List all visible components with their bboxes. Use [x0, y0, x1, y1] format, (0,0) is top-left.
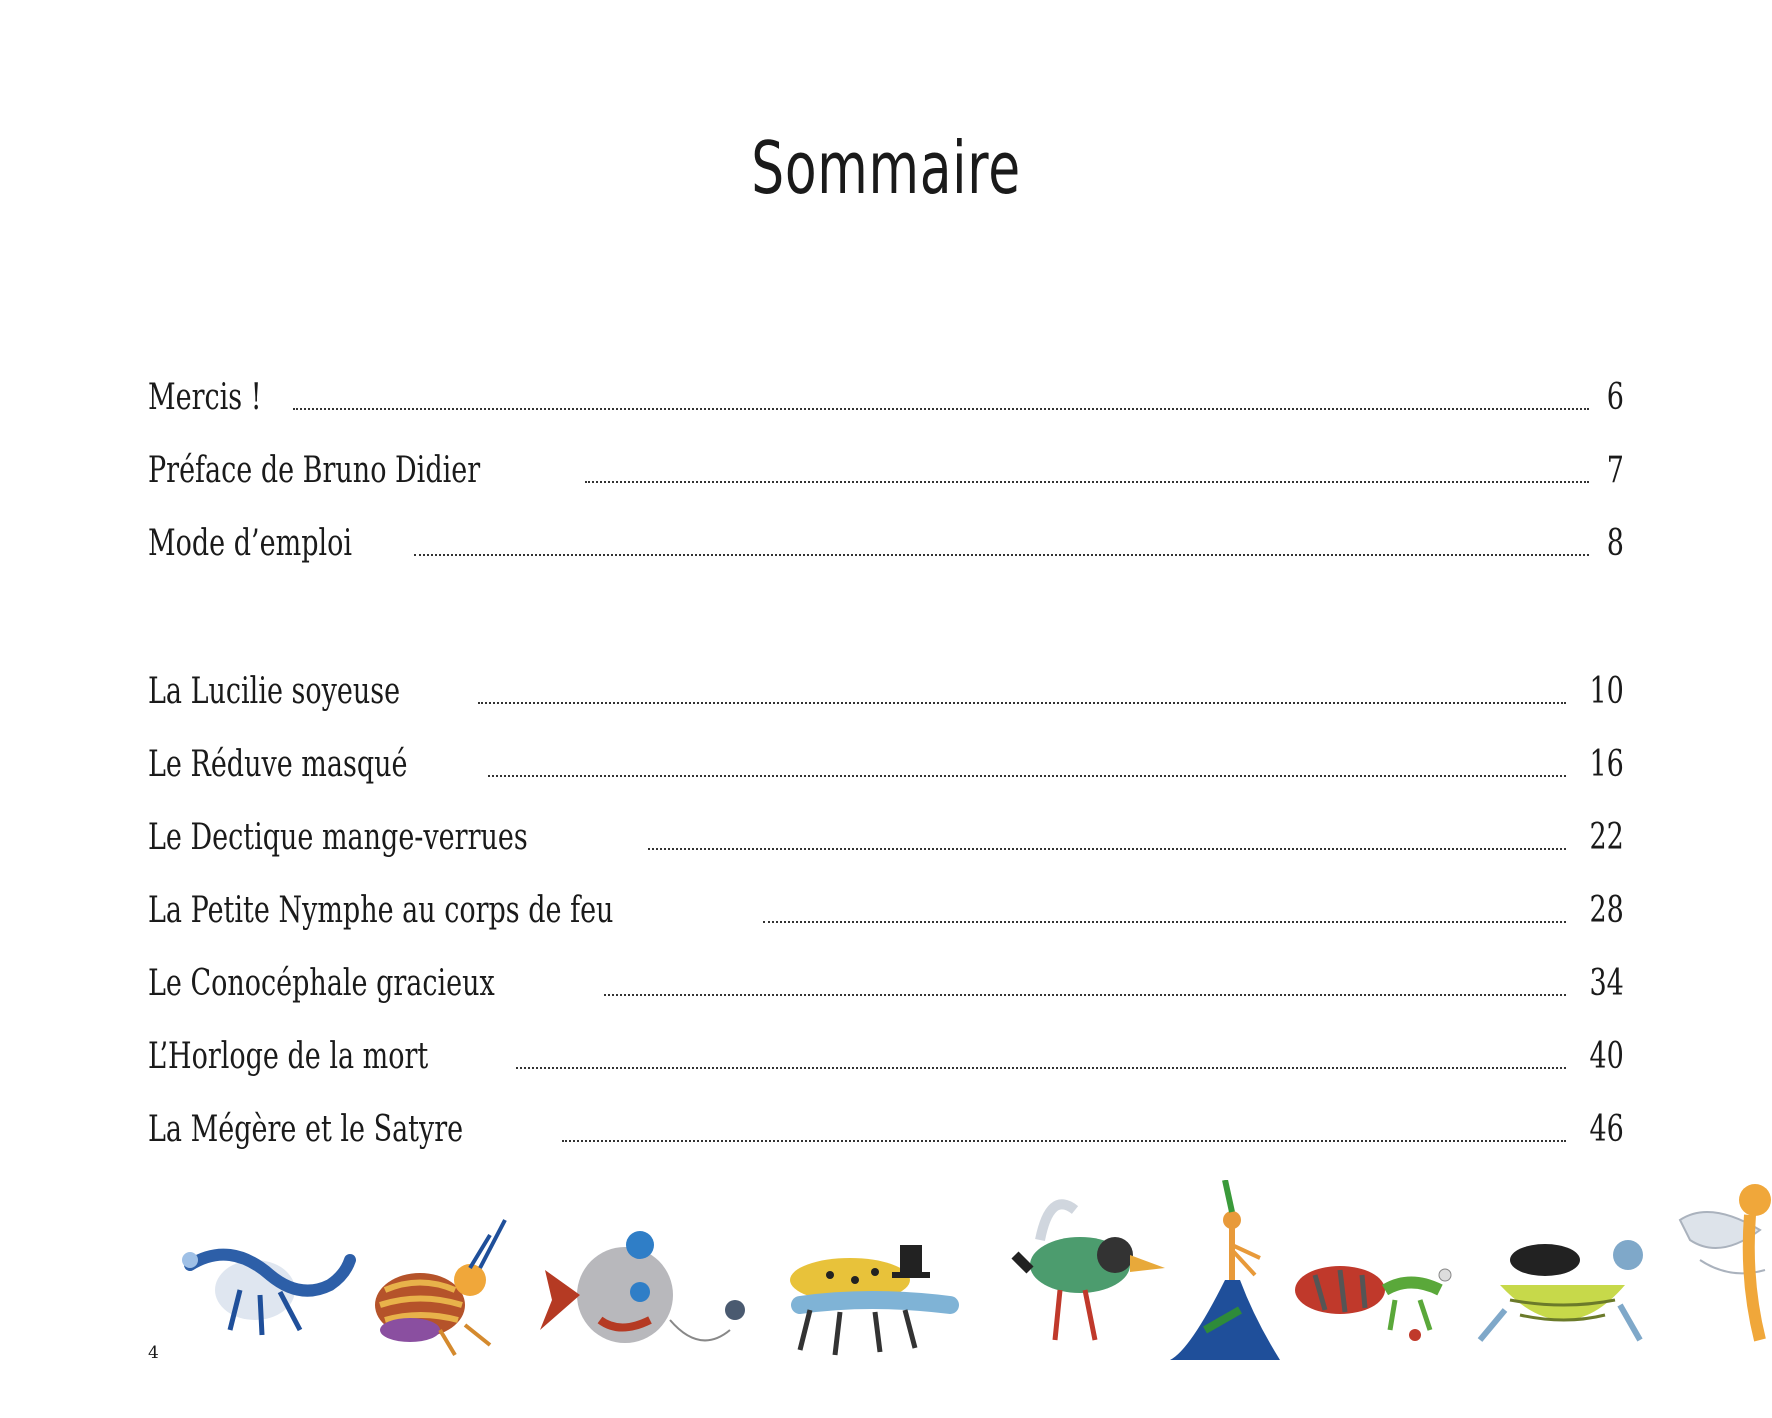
toc-entry[interactable] — [148, 786, 1624, 859]
toc-entry-page: 28 — [1589, 889, 1624, 931]
toc-entry-title: Le Conocéphale gracieux — [148, 962, 495, 1004]
toc-entry-title: Le Dectique mange-verrues — [148, 816, 528, 858]
toc-entry-page: 16 — [1589, 743, 1624, 785]
toc-entry[interactable] — [148, 1078, 1624, 1151]
blue-dragonfly-creature-illustration — [182, 1252, 350, 1335]
toc-chapters — [148, 640, 1624, 1151]
dot-leader — [293, 408, 1589, 410]
toc-entry-page: 7 — [1606, 449, 1624, 491]
toc-entry-page: 6 — [1606, 376, 1624, 418]
insect-illustration-strip — [0, 1180, 1772, 1380]
toc-entry-title: La Lucilie soyeuse — [148, 670, 401, 712]
spotted-beetle-with-hat-illustration — [790, 1245, 950, 1355]
page-title: Sommaire — [751, 126, 1021, 210]
mantis-in-gown-illustration — [1170, 1180, 1280, 1360]
dot-leader — [763, 921, 1567, 923]
dot-leader — [585, 481, 1589, 483]
dot-leader — [516, 1067, 1567, 1069]
toc-entry-title: Le Réduve masqué — [148, 743, 408, 785]
dot-leader — [488, 775, 1566, 777]
winged-orange-creature-illustration — [1680, 1184, 1771, 1340]
toc-entry-title: Mode d’emploi — [148, 522, 353, 564]
toc-entry[interactable] — [148, 859, 1624, 932]
pot-bellied-bug-creature-illustration — [1480, 1240, 1643, 1340]
furry-fish-creature-illustration — [540, 1231, 745, 1343]
toc-entry[interactable] — [148, 492, 1624, 565]
red-striped-bug-creature-illustration — [1295, 1266, 1451, 1341]
dot-leader — [604, 994, 1566, 996]
toc-entry-page: 46 — [1589, 1108, 1624, 1150]
page-number: 4 — [148, 1343, 159, 1363]
toc-entry[interactable] — [148, 346, 1624, 419]
crow-fly-creature-illustration — [1015, 1204, 1165, 1340]
toc-entry-title: L’Horloge de la mort — [148, 1035, 429, 1077]
toc-entry-title: La Petite Nymphe au corps de feu — [148, 889, 614, 931]
toc-entry[interactable] — [148, 419, 1624, 492]
toc-entry-page: 34 — [1589, 962, 1624, 1004]
toc-entry-title: Préface de Bruno Didier — [148, 449, 481, 491]
striped-beetle-creature-illustration — [375, 1220, 505, 1355]
toc-entry[interactable] — [148, 1005, 1624, 1078]
toc-entry[interactable] — [148, 713, 1624, 786]
toc-entry[interactable] — [148, 640, 1624, 713]
toc-entry-title: La Mégère et le Satyre — [148, 1108, 464, 1150]
toc-entry[interactable] — [148, 932, 1624, 1005]
dot-leader — [478, 702, 1566, 704]
toc-entry-page: 40 — [1589, 1035, 1624, 1077]
toc-front-matter — [148, 346, 1624, 565]
toc-entry-page: 22 — [1589, 816, 1624, 858]
toc-entry-page: 8 — [1606, 522, 1624, 564]
dot-leader — [562, 1140, 1566, 1142]
toc-entry-page: 10 — [1589, 670, 1624, 712]
dot-leader — [648, 848, 1566, 850]
toc-entry-title: Mercis ! — [148, 376, 262, 418]
dot-leader — [414, 554, 1589, 556]
